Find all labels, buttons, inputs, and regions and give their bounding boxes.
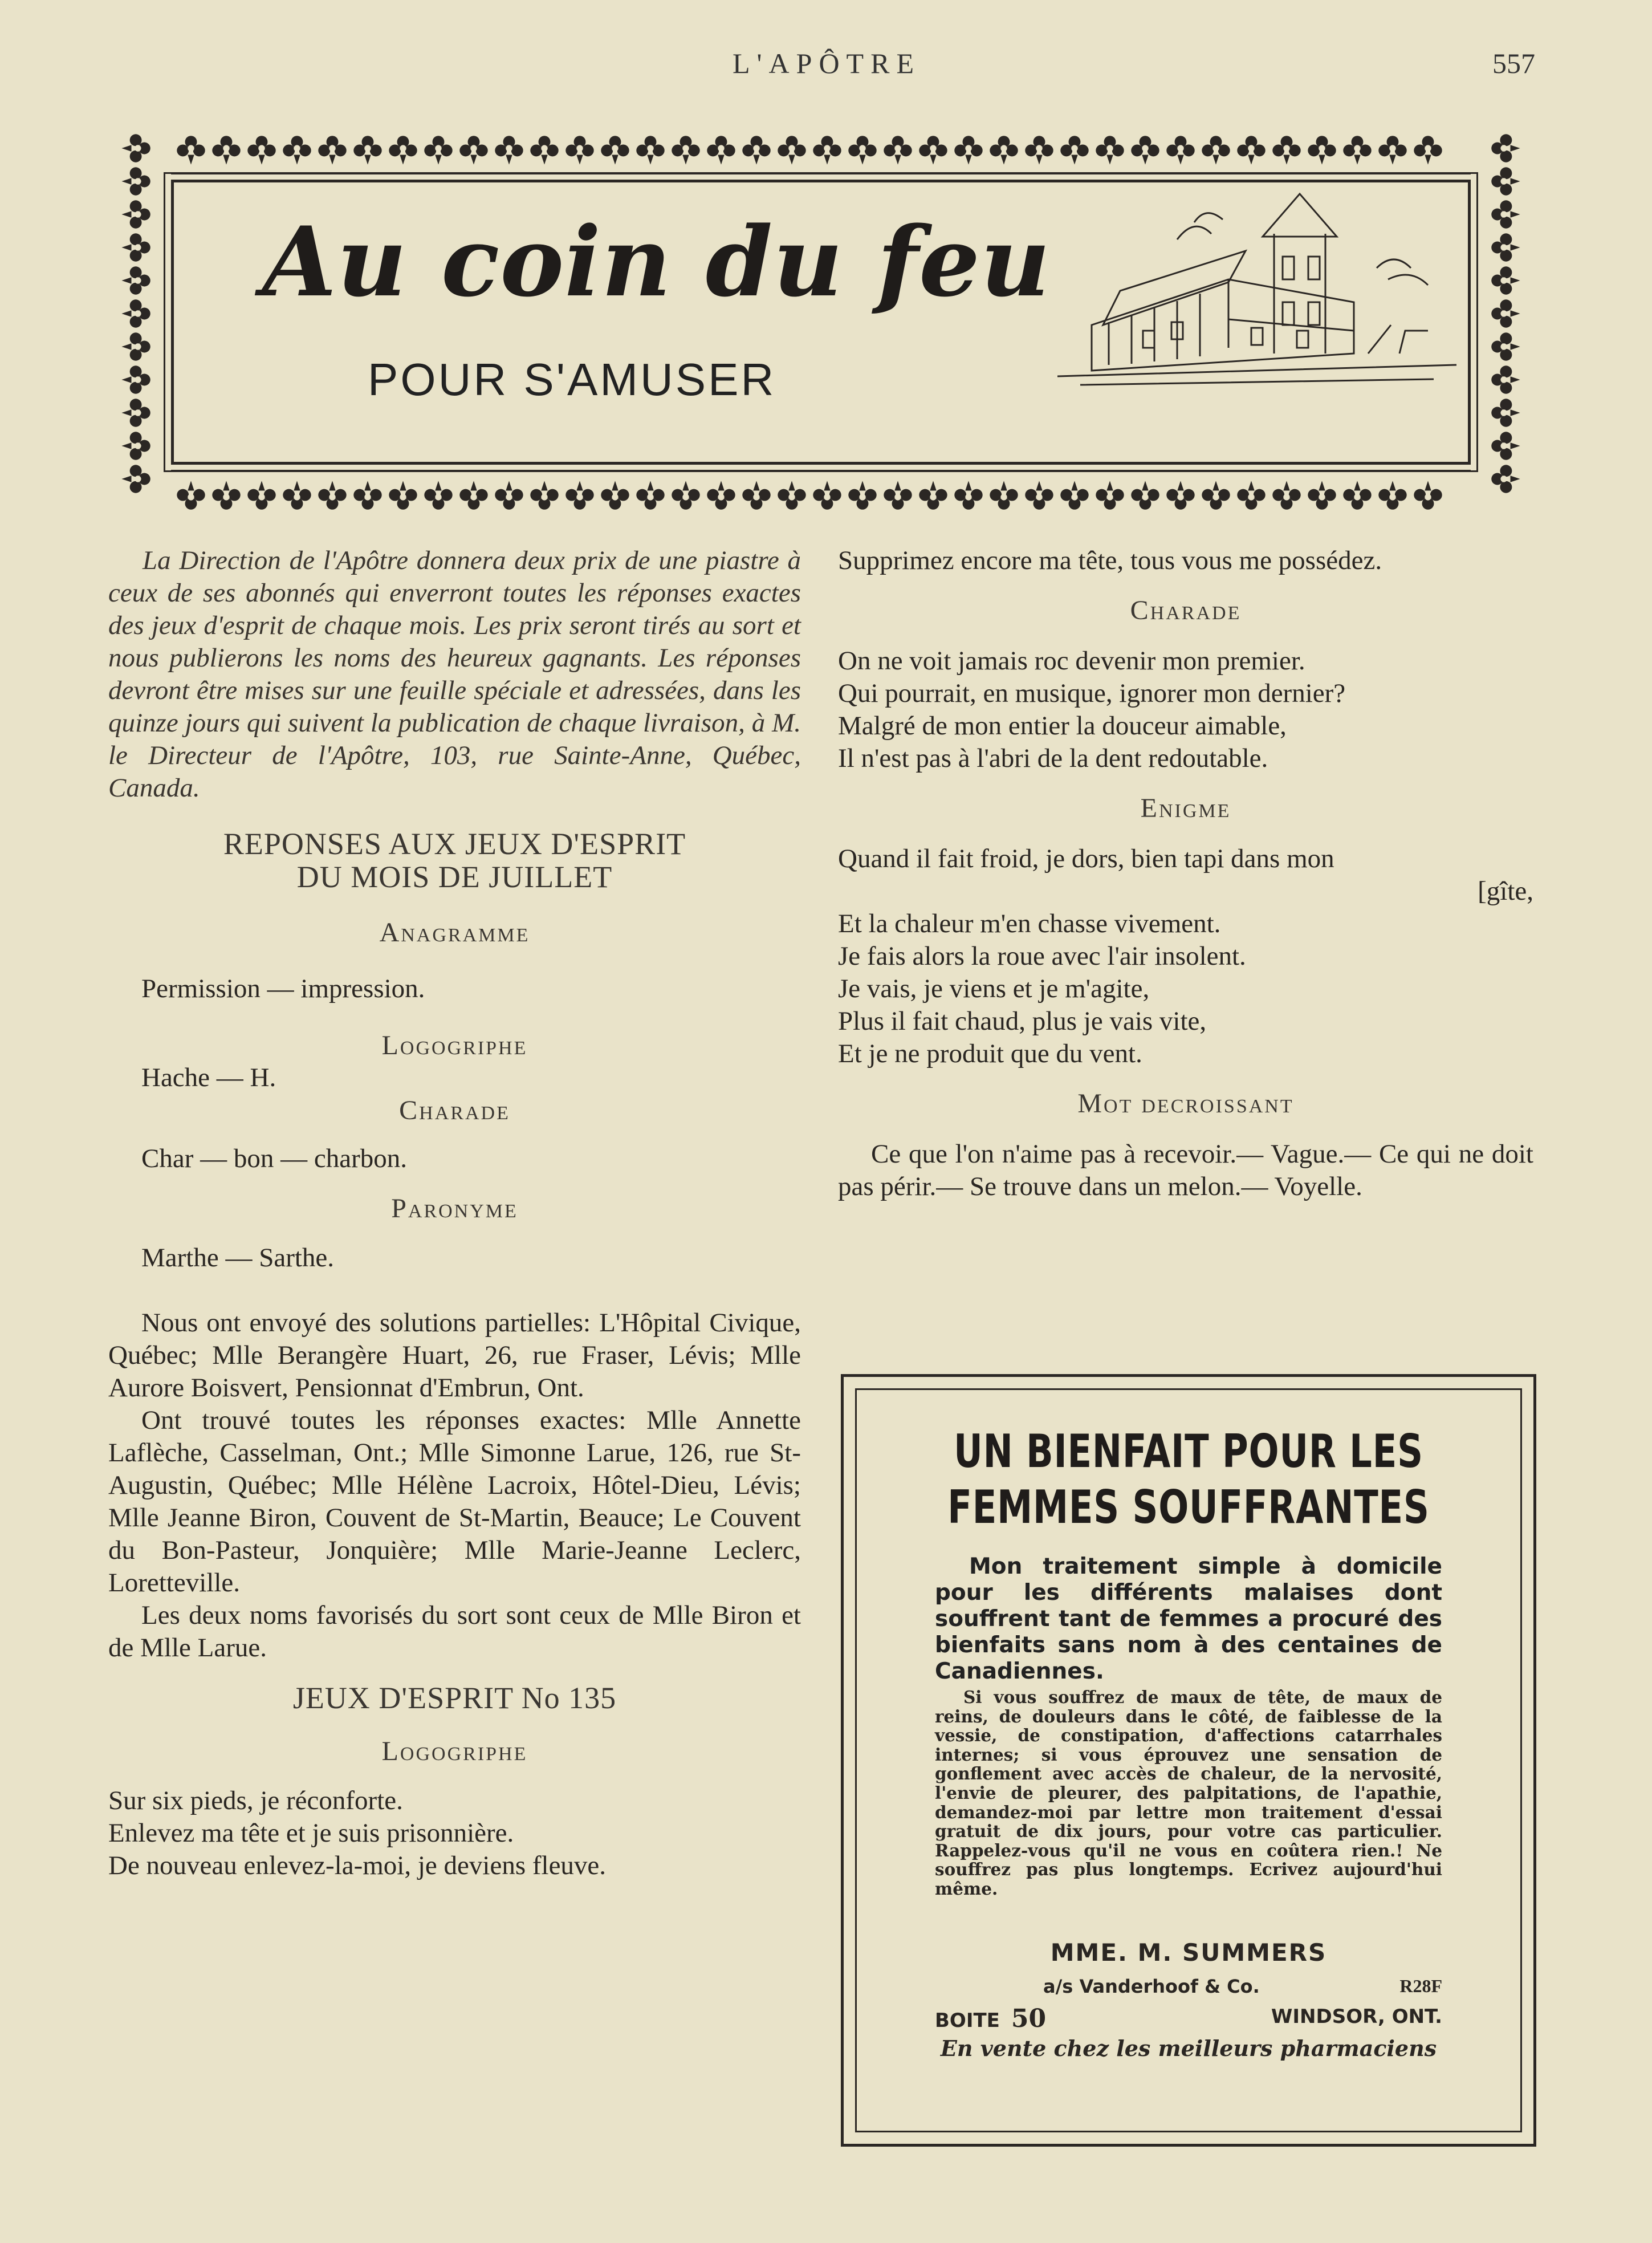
anagramme-answer: Permission — impression.	[141, 974, 425, 1003]
fleuron-ornament-icon	[848, 481, 876, 509]
fleuron-ornament-icon	[121, 134, 150, 162]
logogriphe-line: Sur six pieds, je réconforte.	[108, 1786, 403, 1815]
winners-paragraph: Les deux noms favorisés du sort sont ceux de Mlle Biron et de Mlle Larue.	[108, 1600, 801, 1663]
fleuron-ornament-icon	[1060, 136, 1088, 164]
fleuron-ornament-icon	[919, 136, 947, 164]
ad-headline-line2: FEMMES SOUFFRANTES	[947, 1481, 1430, 1534]
fleuron-ornament-icon	[212, 136, 240, 164]
fleuron-ornament-icon	[1237, 481, 1265, 509]
fleuron-ornament-icon	[1491, 399, 1520, 426]
fleuron-ornament-icon	[848, 136, 876, 164]
charade-line: On ne voit jamais roc devenir mon premier.	[838, 646, 1305, 676]
fleuron-ornament-icon	[1166, 481, 1194, 509]
fleuron-border-right-icon	[1479, 125, 1531, 519]
fleuron-ornament-icon	[318, 136, 346, 164]
intro-paragraph: La Direction de l'Apôtre donnera deux prix de une piastre à ceux de ses abonnés qui enverront toutes les réponses exactes des jeux d'esprit de chaque mois. Les prix seront tirés au sort et nous publierons les noms des heureux gagnants. Les réponses devront être mises sur une feuille spéciale et adressées, dans les quinze jours qui suivent la publication de chaque livraison, à M. le Directeur de l'Apôtre, 103, rue Sainte-Anne, Québec, Canada.	[108, 546, 801, 803]
fleuron-ornament-icon	[990, 481, 1018, 509]
charade-heading: Charade	[399, 1095, 510, 1125]
fleuron-ornament-icon	[707, 136, 735, 164]
charade-line: Qui pourrait, en musique, ignorer mon dernier?	[838, 678, 1346, 708]
answers-title-line2: DU MOIS DE JUILLET	[296, 860, 613, 894]
fleuron-ornament-icon	[884, 136, 912, 164]
fleuron-ornament-icon	[565, 136, 593, 164]
ad-box-value: 50	[1011, 2004, 1047, 2033]
fleuron-ornament-icon	[1491, 266, 1520, 294]
fleuron-ornament-icon	[672, 136, 699, 164]
fleuron-ornament-icon	[1491, 465, 1520, 493]
fleuron-ornament-icon	[1131, 136, 1159, 164]
fleuron-ornament-icon	[353, 136, 381, 164]
fleuron-ornament-icon	[318, 481, 346, 509]
enigme-line-continuation: [gîte,	[1478, 876, 1533, 906]
fleuron-ornament-icon	[121, 167, 150, 195]
fleuron-ornament-icon	[283, 136, 311, 164]
fleuron-ornament-icon	[1166, 136, 1194, 164]
fleuron-ornament-icon	[247, 481, 275, 509]
fleuron-border-top-icon	[111, 125, 1531, 177]
fleuron-ornament-icon	[1491, 299, 1520, 327]
fleuron-ornament-icon	[495, 481, 523, 509]
logogriphe-line: Enlevez ma tête et je suis prisonnière.	[108, 1818, 514, 1848]
fleuron-ornament-icon	[778, 136, 805, 164]
fleuron-ornament-icon	[1491, 167, 1520, 195]
enigme-line: Je vais, je viens et je m'agite,	[838, 974, 1150, 1003]
left-column	[108, 545, 801, 1882]
fleuron-ornament-icon	[1096, 136, 1124, 164]
fleuron-ornament-icon	[636, 136, 664, 164]
enigme-line: Et la chaleur m'en chasse vivement.	[838, 909, 1221, 938]
ad-footer: En vente chez les meilleurs pharmaciens	[940, 2035, 1437, 2061]
fleuron-ornament-icon	[1491, 432, 1520, 460]
fleuron-ornament-icon	[177, 481, 205, 509]
fleuron-ornament-icon	[121, 365, 150, 393]
ad-box-number	[935, 2004, 1046, 2033]
right-column	[838, 545, 1533, 1203]
fleuron-ornament-icon	[707, 481, 735, 509]
fleuron-ornament-icon	[1025, 481, 1053, 509]
fleuron-ornament-icon	[1491, 365, 1520, 393]
fleuron-ornament-icon	[121, 266, 150, 294]
enigme-line: Quand il fait froid, je dors, bien tapi dans mon	[838, 844, 1334, 873]
games-title: JEUX D'ESPRIT No 135	[292, 1681, 617, 1715]
fleuron-ornament-icon	[884, 481, 912, 509]
charade-line: Malgré de mon entier la douceur aimable,	[838, 711, 1287, 741]
page-number: 557	[1492, 47, 1535, 79]
fleuron-ornament-icon	[353, 481, 381, 509]
logogriphe-answer: Hache — H.	[141, 1063, 276, 1092]
fleuron-ornament-icon	[121, 432, 150, 460]
banner-title: Au coin du feu	[262, 205, 1051, 318]
ad-lead-text: Mon traitement simple à domicile pour les différents malaises dont souffrent tant de femmes a procuré des bienfaits sans nom à des centaines de Canadiennes.	[935, 1554, 1442, 1684]
fleuron-ornament-icon	[459, 481, 487, 509]
ad-headline	[919, 1424, 1458, 1535]
ad-city: WINDSOR, ONT.	[1271, 2005, 1442, 2028]
fleuron-ornament-icon	[1272, 481, 1300, 509]
fleuron-ornament-icon	[121, 332, 150, 360]
enigme-line: Je fais alors la roue avec l'air insolent.	[838, 941, 1246, 971]
fleuron-ornament-icon	[495, 136, 523, 164]
fleuron-ornament-icon	[121, 399, 150, 426]
ad-box-label: BOITE	[935, 2009, 1000, 2032]
ad-address: a/s Vanderhoof & Co.	[1043, 1976, 1260, 1997]
fleuron-ornament-icon	[1272, 136, 1300, 164]
ad-body-text: Si vous souffrez de maux de tête, de maux de reins, de douleurs dans le côté, de faiblesse de la vessie, de constipation, d'affections catarrhales internes; si vous éprouvez une sensation de gonflement avec accès de chaleur, de la nervosité, l'envie de pleurer, des palpitations, de l'apathie, demandez-moi par lettre mon traitement d'essai gratuit de dix jours, pour votre cas particulier. Rappelez-vous qu'il ne vous en coûtera rien.! Ne souffrez pas plus longtemps. Ecrivez aujourd'hui même.	[935, 1687, 1442, 1899]
fleuron-border-left-icon	[111, 125, 162, 519]
fleuron-ornament-icon	[530, 481, 558, 509]
ad-code: R28F	[1399, 1976, 1442, 1996]
fleuron-ornament-icon	[121, 299, 150, 327]
fleuron-ornament-icon	[530, 136, 558, 164]
ad-headline-line1: UN BIENFAIT POUR LES	[954, 1425, 1423, 1478]
paronyme-answer: Marthe — Sarthe.	[141, 1243, 335, 1273]
fleuron-ornament-icon	[283, 481, 311, 509]
banner-subtitle: POUR S'AMUSER	[368, 354, 776, 405]
partial-solutions-paragraph: Nous ont envoyé des solutions partielles: L'Hôpital Civique, Québec; Mlle Berangère Huart, 26, rue Fraser, Lévis; Mlle Aurore Boisvert, Pensionnat d'Embrun, Ont.	[108, 1308, 801, 1403]
fleuron-ornament-icon	[813, 481, 841, 509]
fleuron-border-bottom-icon	[111, 468, 1531, 519]
running-title: L'APÔTRE	[732, 47, 921, 79]
paronyme-heading: Paronyme	[391, 1193, 518, 1224]
fleuron-ornament-icon	[990, 136, 1018, 164]
fleuron-ornament-icon	[1237, 136, 1265, 164]
fleuron-ornament-icon	[389, 481, 417, 509]
fleuron-ornament-icon	[813, 136, 841, 164]
mot-decroissant-text: Ce que l'on n'aime pas à recevoir.— Vague.— Ce qui ne doit pas périr.— Se trouve dans un melon.— Voyelle.	[838, 1139, 1533, 1201]
fleuron-ornament-icon	[177, 136, 205, 164]
fleuron-ornament-icon	[1378, 136, 1406, 164]
fleuron-ornament-icon	[1308, 136, 1336, 164]
logogriphe-line: Supprimez encore ma tête, tous vous me possédez.	[838, 546, 1382, 575]
ad-advertiser-name: MME. M. SUMMERS	[1050, 1939, 1327, 1966]
fleuron-ornament-icon	[636, 481, 664, 509]
fleuron-ornament-icon	[1202, 481, 1230, 509]
fleuron-ornament-icon	[424, 136, 452, 164]
fleuron-ornament-icon	[954, 481, 982, 509]
fleuron-ornament-icon	[954, 136, 982, 164]
fleuron-ornament-icon	[212, 481, 240, 509]
charade-answer: Char — bon — charbon.	[141, 1144, 407, 1173]
games-charade-heading: Charade	[1130, 595, 1242, 625]
enigme-line: Et je ne produit que du vent.	[838, 1039, 1142, 1068]
fleuron-ornament-icon	[672, 481, 699, 509]
fleuron-ornament-icon	[919, 481, 947, 509]
fleuron-ornament-icon	[1491, 332, 1520, 360]
logogriphe-heading: Logogriphe	[381, 1030, 528, 1060]
mot-decroissant-heading: Mot decroissant	[1077, 1088, 1294, 1119]
fleuron-ornament-icon	[601, 481, 629, 509]
exact-solutions-paragraph: Ont trouvé toutes les réponses exactes: Mlle Annette Laflèche, Casselman, Ont.; Mlle Simonne Larue, 126, rue St-Augustin, Québec; Mlle Hélène Lacroix, Hôtel-Dieu, Lévis; Mlle Jeanne Biron, Couvent de St-Martin, Beauce; Le Couvent du Bon-Pasteur, Jonquière; Mlle Marie-Jeanne Leclerc, Loretteville.	[108, 1405, 801, 1598]
fleuron-ornament-icon	[1131, 481, 1159, 509]
fleuron-ornament-icon	[1343, 481, 1371, 509]
fleuron-ornament-icon	[121, 200, 150, 228]
section-banner	[111, 125, 1531, 519]
fleuron-ornament-icon	[601, 136, 629, 164]
logogriphe-line: De nouveau enlevez-la-moi, je deviens fleuve.	[108, 1851, 607, 1880]
fleuron-ornament-icon	[121, 233, 150, 261]
house-illustration-icon	[1057, 182, 1456, 388]
fleuron-ornament-icon	[1378, 481, 1406, 509]
fleuron-ornament-icon	[459, 136, 487, 164]
enigme-heading: Enigme	[1140, 793, 1231, 823]
fleuron-ornament-icon	[247, 136, 275, 164]
games-logogriphe-heading: Logogriphe	[381, 1736, 528, 1766]
fleuron-ornament-icon	[742, 136, 770, 164]
answers-title-line1: REPONSES AUX JEUX D'ESPRIT	[223, 827, 686, 861]
fleuron-ornament-icon	[121, 465, 150, 493]
fleuron-ornament-icon	[1202, 136, 1230, 164]
fleuron-ornament-icon	[1025, 136, 1053, 164]
fleuron-ornament-icon	[1414, 481, 1442, 509]
enigme-line: Plus il fait chaud, plus je vais vite,	[838, 1006, 1207, 1036]
fleuron-ornament-icon	[778, 481, 805, 509]
fleuron-ornament-icon	[742, 481, 770, 509]
fleuron-ornament-icon	[1491, 200, 1520, 228]
fleuron-ornament-icon	[424, 481, 452, 509]
fleuron-ornament-icon	[1308, 481, 1336, 509]
fleuron-ornament-icon	[1414, 136, 1442, 164]
fleuron-ornament-icon	[389, 136, 417, 164]
fleuron-ornament-icon	[565, 481, 593, 509]
fleuron-ornament-icon	[1096, 481, 1124, 509]
fleuron-ornament-icon	[1060, 481, 1088, 509]
fleuron-ornament-icon	[1491, 134, 1520, 162]
charade-line: Il n'est pas à l'abri de la dent redoutable.	[838, 743, 1268, 773]
fleuron-ornament-icon	[1491, 233, 1520, 261]
advertisement-box	[841, 1374, 1536, 2147]
anagramme-heading: Anagramme	[379, 917, 530, 948]
fleuron-ornament-icon	[1343, 136, 1371, 164]
